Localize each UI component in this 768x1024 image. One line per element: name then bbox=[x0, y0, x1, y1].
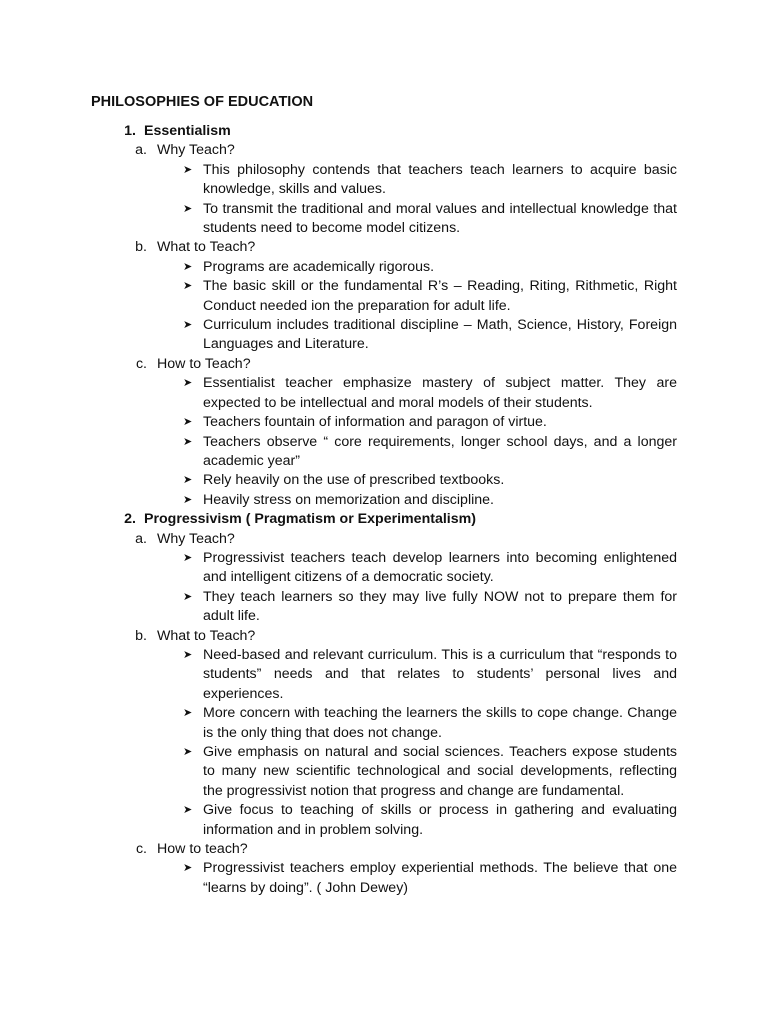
arrow-bullet-icon: ➤ bbox=[183, 163, 193, 176]
arrow-bullet-icon: ➤ bbox=[183, 377, 193, 390]
subsection-title: Why Teach? bbox=[157, 530, 235, 547]
section-heading bbox=[0, 122, 768, 141]
bullet-text: The basic skill or the fundamental R’s – Reading, Riting, Rithmetic, Right Conduct needed ion the preparation for adult life. bbox=[203, 278, 677, 314]
arrow-bullet-icon: ➤ bbox=[183, 746, 193, 758]
subsection-title: How to teach? bbox=[157, 841, 248, 858]
subsection-title: What to Teach? bbox=[157, 627, 256, 644]
subsection-title: What to Teach? bbox=[157, 239, 256, 256]
arrow-bullet-icon: ➤ bbox=[183, 590, 193, 603]
bullet-item bbox=[0, 859, 768, 898]
subsection-title: How to Teach? bbox=[157, 355, 251, 372]
section-number: 2. bbox=[124, 511, 136, 528]
arrow-bullet-icon: ➤ bbox=[183, 319, 193, 332]
bullet-item bbox=[0, 549, 768, 588]
arrow-bullet-icon: ➤ bbox=[183, 707, 193, 720]
bullet-text: Teachers observe “ core requirements, longer school days, and a longer academic year” bbox=[203, 433, 677, 469]
arrow-bullet-icon: ➤ bbox=[183, 202, 193, 215]
bullet-text: This philosophy contends that teachers teach learners to acquire basic knowledge, skills and values. bbox=[203, 161, 677, 198]
bullet-item bbox=[0, 646, 768, 704]
subsection-heading bbox=[0, 840, 768, 859]
bullet-item bbox=[0, 316, 768, 355]
document-title: PHILOSOPHIES OF EDUCATION bbox=[91, 94, 314, 110]
bullet-text: Progressivist teachers employ experiential methods. The believe that one “learns by doing”. ( John Dewey) bbox=[203, 860, 677, 896]
bullet-item bbox=[0, 161, 768, 200]
section-number: 1. bbox=[124, 123, 136, 139]
subsection-heading bbox=[0, 530, 768, 549]
arrow-bullet-icon: ➤ bbox=[183, 862, 193, 875]
bullet-item bbox=[0, 200, 768, 239]
bullet-text: Give emphasis on natural and social sciences. Teachers expose students to many new scientific technological and social developments, reflecting the progressivist notion that progress and change are fundamental. bbox=[203, 744, 677, 799]
bullet-text: They teach learners so they may live fully NOW not to prepare them for adult life. bbox=[203, 588, 677, 625]
section-title: Progressivism ( Pragmatism or Experimentalism) bbox=[144, 511, 476, 528]
bullet-text: Heavily stress on memorization and discipline. bbox=[203, 491, 494, 508]
subsection-letter: c. bbox=[135, 355, 147, 372]
bullet-item bbox=[0, 491, 768, 510]
bullet-item bbox=[0, 743, 768, 801]
arrow-bullet-icon: ➤ bbox=[183, 435, 193, 448]
bullet-item bbox=[0, 277, 768, 316]
subsection-letter: a. bbox=[135, 142, 147, 159]
bullet-item bbox=[0, 413, 768, 432]
bullet-text: To transmit the traditional and moral values and intellectual knowledge that students need to become model citizens. bbox=[203, 200, 677, 237]
bullet-text: Programs are academically rigorous. bbox=[203, 258, 435, 275]
section bbox=[0, 510, 768, 898]
subsection-title: Why Teach? bbox=[157, 142, 235, 159]
subsection-letter: b. bbox=[135, 239, 147, 256]
arrow-bullet-icon: ➤ bbox=[183, 551, 193, 564]
bullet-text: Curriculum includes traditional discipline – Math, Science, History, Foreign Languages and Literature. bbox=[203, 317, 677, 353]
bullet-text: Progressivist teachers teach develop learners into becoming enlightened and intelligent citizens of a democratic society. bbox=[203, 549, 677, 586]
subsection-letter: b. bbox=[135, 627, 147, 644]
arrow-bullet-icon: ➤ bbox=[183, 648, 193, 661]
bullet-text: Need-based and relevant curriculum. This is a curriculum that “responds to students” needs and that relates to students’ personal lives and experiences. bbox=[203, 646, 677, 702]
document-body bbox=[0, 122, 768, 898]
bullet-item bbox=[0, 704, 768, 743]
subsection-letter: c. bbox=[135, 841, 147, 858]
subsection-heading bbox=[0, 238, 768, 257]
bullet-item bbox=[0, 588, 768, 627]
section bbox=[0, 122, 768, 510]
arrow-bullet-icon: ➤ bbox=[183, 280, 193, 293]
arrow-bullet-icon: ➤ bbox=[183, 474, 193, 487]
bullet-text: More concern with teaching the learners the skills to cope change. Change is the only thing that does not change. bbox=[203, 705, 677, 741]
bullet-text: Give focus to teaching of skills or process in gathering and evaluating information and in problem solving. bbox=[203, 802, 677, 838]
bullet-item bbox=[0, 258, 768, 277]
arrow-bullet-icon: ➤ bbox=[183, 804, 193, 817]
bullet-item bbox=[0, 471, 768, 490]
arrow-bullet-icon: ➤ bbox=[183, 260, 193, 273]
subsection-letter: a. bbox=[135, 530, 147, 547]
arrow-bullet-icon: ➤ bbox=[183, 493, 193, 506]
section-heading bbox=[0, 510, 768, 529]
bullet-text: Rely heavily on the use of prescribed textbooks. bbox=[203, 472, 505, 489]
bullet-text: Essentialist teacher emphasize mastery of subject matter. They are expected to be intellectual and moral models of their students. bbox=[203, 375, 677, 411]
subsection-heading bbox=[0, 141, 768, 160]
bullet-item bbox=[0, 433, 768, 472]
bullet-item bbox=[0, 374, 768, 413]
arrow-bullet-icon: ➤ bbox=[183, 416, 193, 429]
bullet-item bbox=[0, 801, 768, 840]
subsection-heading bbox=[0, 355, 768, 374]
section-title: Essentialism bbox=[144, 123, 231, 139]
subsection-heading bbox=[0, 627, 768, 646]
bullet-text: Teachers fountain of information and paragon of virtue. bbox=[203, 414, 547, 431]
